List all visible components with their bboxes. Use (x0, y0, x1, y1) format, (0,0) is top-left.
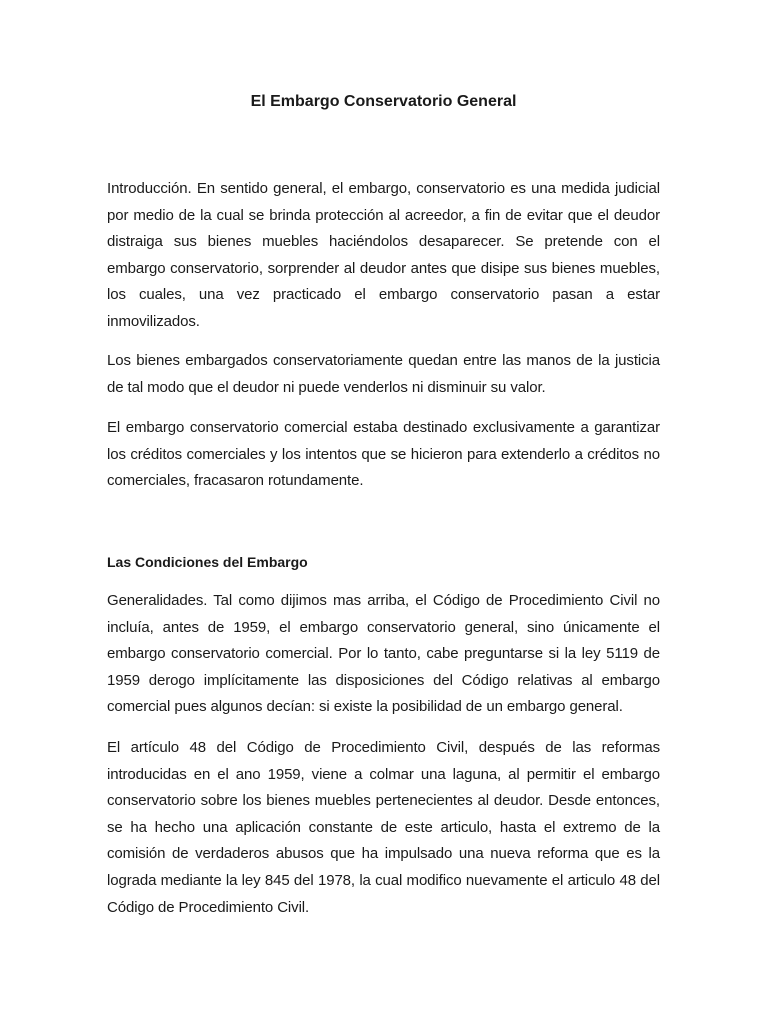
intro-paragraph-2: Los bienes embargados conservatoriamente quedan entre las manos de la justicia de tal modo que el deudor ni puede venderlos ni disminuir su valor. (107, 352, 660, 396)
document-title: El Embargo Conservatorio General (250, 93, 517, 110)
section-paragraph-2: El artículo 48 del Código de Procedimiento Civil, después de las reformas introducidas en el ano 1959, viene a colmar una laguna, al permitir el embargo conservatorio sobre los bienes muebles pertenecientes al deudor. Desde entonces, se ha hecho una aplicación constante de este articulo, hasta el extremo de la comisión de verdaderos abusos que ha impulsado una nueva reforma que es la lograda mediante la ley 845 del 1978, la cual modifico nuevamente el articulo 48 del Código de Procedimiento Civil. (107, 739, 660, 916)
intro-paragraph-1: Introducción. En sentido general, el embargo, conservatorio es una medida judicial por medio de la cual se brinda protección al acreedor, a fin de evitar que el deudor distraiga sus bienes muebles haciéndolos desaparecer. Se pretende con el embargo conservatorio, sorprender al deudor antes que disipe sus bienes muebles, los cuales, una vez practicado el embargo conservatorio pasan a estar inmovilizados. (107, 180, 660, 330)
intro-paragraph-3: El embargo conservatorio comercial estaba destinado exclusivamente a garantizar los créditos comerciales y los intentos que se hicieron para extenderlo a créditos no comerciales, fracasaron rotundamente. (107, 419, 660, 490)
section-paragraph-1: Generalidades. Tal como dijimos mas arriba, el Código de Procedimiento Civil no incluía, antes de 1959, el embargo conservatorio general, sino únicamente el embargo conservatorio comercial. Por lo tanto, cabe preguntarse si la ley 5119 de 1959 derogo implícitamente las disposiciones del Código relativas al embargo comercial pues algunos decían: si existe la posibilidad de un embargo general. (107, 592, 660, 716)
section-heading: Las Condiciones del Embargo (107, 554, 308, 570)
